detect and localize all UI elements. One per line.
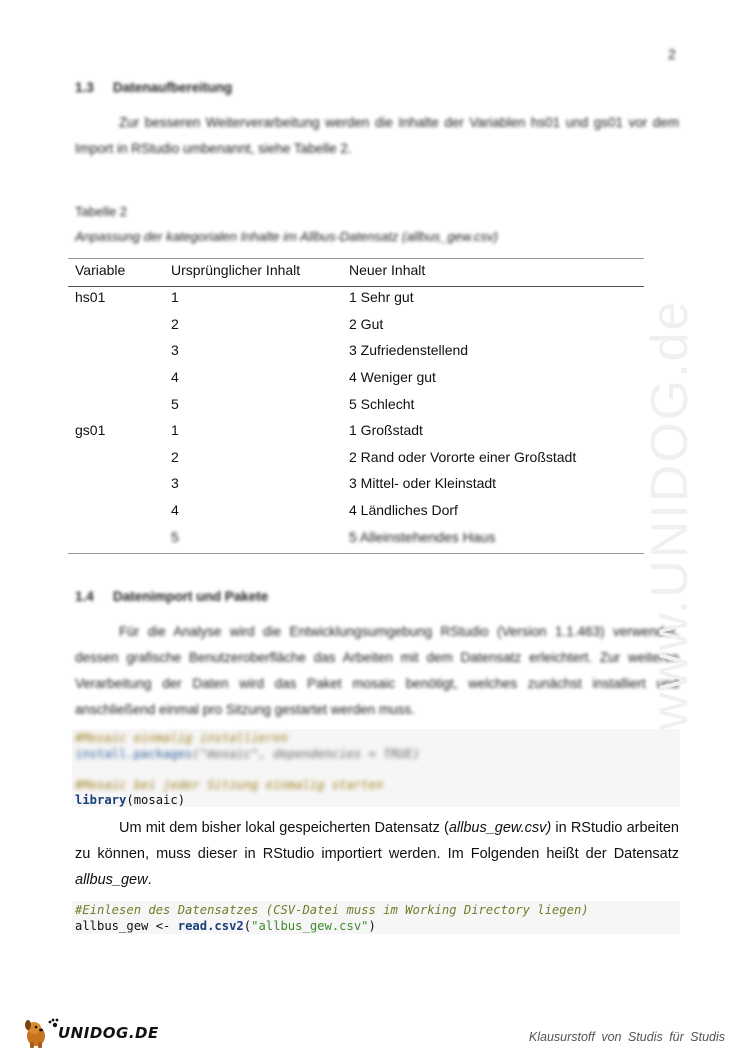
table-title: Anpassung der kategorialen Inhalte im Allbus-Datensatz (allbus_gew.csv) [75, 229, 498, 244]
table-bottom-rule [68, 553, 644, 554]
table-cell-original: 1 [171, 422, 179, 438]
table-cell-original: 4 [171, 502, 179, 518]
table-cell-new: 4 Weniger gut [349, 369, 436, 385]
footer-slogan: Klausurstoff von Studis für Studis [528, 1030, 725, 1044]
code-arguments: ("mosaic", dependencies = TRUE) [192, 746, 420, 761]
table-cell-new: 4 Ländliches Dorf [349, 502, 458, 518]
watermark [610, 270, 750, 740]
section-1-4-paragraph: Für die Analyse wird die Entwicklungsumgebung RStudio (Version 1.1.463) verwendet, dessen grafische Benutzeroberfläche das Arbeiten mit dem Datensatz erleichtert. Zur weiteren Verarbeitung der Daten wird das Paket mosaic benötigt, welches zunächst installiert und anschließend einmal pro Sitzung gestartet werden muss. [75, 624, 679, 717]
import-paragraph [75, 815, 679, 893]
code-comment: #Mosaic einmalig installieren [75, 731, 288, 745]
table-label: Tabelle 2 [75, 204, 128, 219]
table-header-rule [68, 286, 644, 287]
code-paren: ) [368, 918, 376, 933]
section-heading-1-3 [75, 80, 232, 95]
table-cell-original: 4 [171, 369, 179, 385]
import-paragraph-text: in RStudio arbeiten zu können, muss dieser in RStudio importiert werden. Im Folgenden heißt der Datensatz [75, 820, 680, 862]
table-cell-original: 5 [171, 396, 179, 412]
section-number: 1.3 [75, 80, 94, 95]
code-comment: #Mosaic bei jeder Sitzung einmalig starten [75, 777, 384, 792]
table-cell-new: 3 Zufriedenstellend [349, 342, 469, 358]
filename-text: allbus_gew.csv) [448, 820, 552, 836]
code-string: "allbus_gew.csv" [251, 918, 369, 933]
page-number: 2 [668, 46, 676, 62]
logo-text: UNIDOG.DE [58, 1024, 159, 1042]
code-comment: #Einlesen des Datensatzes (CSV-Datei muss im Working Directory liegen) [75, 903, 589, 917]
code-assignment: allbus_gew <- [75, 918, 178, 933]
code-function: install.packages [75, 746, 193, 761]
code-block-read-lines [75, 903, 589, 934]
code-arguments: (mosaic) [126, 793, 186, 807]
code-paren: ( [243, 918, 252, 933]
code-function: read.csv2 [177, 918, 244, 933]
table-cell-original: 2 [171, 449, 179, 465]
table-cell-new: 3 Mittel- oder Kleinstadt [349, 475, 497, 491]
code-function: library [75, 793, 127, 807]
section-heading-1-4 [75, 589, 268, 604]
table-cell-original: 2 [171, 316, 179, 332]
import-paragraph-text: . [147, 872, 152, 888]
table-cell-new: 5 Alleinstehendes Haus [349, 529, 496, 545]
section-1-3-paragraph: Zur besseren Weiterverarbeitung werden die Inhalte der Variablen hs01 und gs01 vor dem Import in RStudio umbenannt, siehe Tabelle 2. [75, 115, 679, 156]
watermark-text: www.UNIDOG.de [641, 299, 699, 730]
table-header-variable: Variable [75, 262, 126, 278]
table-cell-original: 3 [171, 342, 179, 358]
table-cell-variable: gs01 [75, 422, 106, 438]
dog-icon [22, 1016, 62, 1050]
table-top-rule [68, 258, 644, 259]
import-paragraph-text: Um mit dem bisher lokal gespeicherten Datensatz ( [119, 820, 449, 836]
table-cell-original: 1 [171, 289, 179, 305]
table-cell-new: 1 Großstadt [349, 422, 423, 438]
table-header-new: Neuer Inhalt [349, 262, 426, 278]
unidog-logo [22, 1016, 159, 1048]
code-block-install-lines [75, 731, 420, 809]
section-title: Datenaufbereitung [113, 80, 233, 95]
dataset-name-text: allbus_gew [75, 872, 148, 888]
table-cell-new: 1 Sehr gut [349, 289, 414, 305]
table-cell-original: 5 [171, 529, 179, 545]
table-cell-new: 2 Gut [349, 316, 384, 332]
table-cell-new: 2 Rand oder Vororte einer Großstadt [349, 449, 577, 465]
table-cell-original: 3 [171, 475, 179, 491]
section-title: Datenimport und Pakete [113, 589, 269, 604]
table-cell-new: 5 Schlecht [349, 396, 415, 412]
table-header-original: Ursprünglicher Inhalt [171, 262, 301, 278]
table-cell-variable: hs01 [75, 289, 106, 305]
section-number: 1.4 [75, 589, 94, 604]
